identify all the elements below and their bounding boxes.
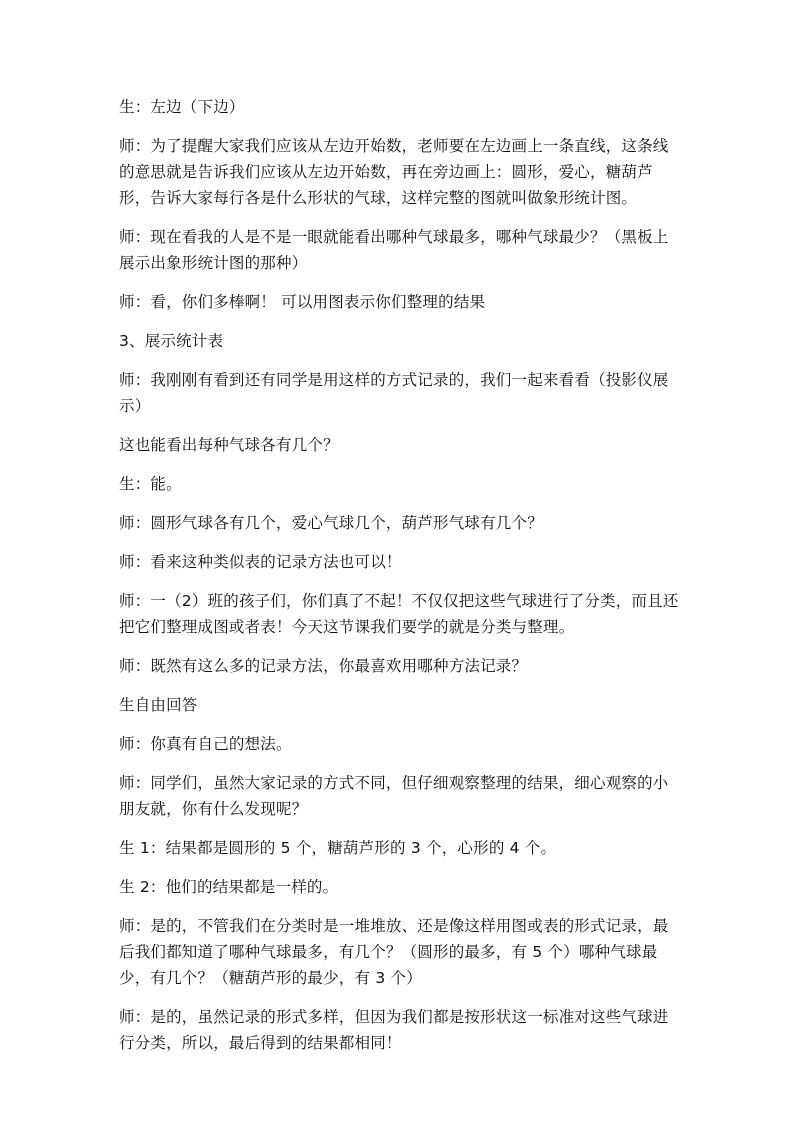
paragraph-teacher-how-many: 师：圆形气球各有几个，爱心气球几个，葫芦形气球有几个？: [119, 514, 543, 532]
paragraph-student1-results: 生 1：结果都是圆形的 5 个，糖葫芦形的 3 个，心形的 4 个。: [119, 839, 557, 857]
paragraph-teacher-observe: 师：同学们，虽然大家记录的方式不同，但仔细观察整理的结果，细心观察的小朋友就，你有什么发现呢？: [119, 774, 669, 818]
section-heading-statistics-table: 3、展示统计表: [119, 332, 224, 350]
paragraph-teacher-projector: 师：我刚刚有看到还有同学是用这样的方式记录的，我们一起来看看（投影仪展示）: [119, 371, 669, 415]
paragraph-student2-same: 生 2：他们的结果都是一样的。: [119, 878, 339, 896]
paragraph-teacher-summary: 师：是的，不管我们在分类时是一堆堆放、还是像这样用图或表的形式记录，最后我们都知道了哪种气球最多，有几个？（圆形的最多，有 5 个）哪种气球最少，有几个？（糖葫芦形的最少，有 3 个）: [119, 917, 669, 987]
paragraph-teacher-lesson-topic: 师：一（2）班的孩子们，你们真了不起！不仅仅把这些气球进行了分类，而且还把它们整理成图或者表！今天这节课我们要学的就是分类与整理。: [119, 592, 679, 636]
paragraph-teacher-draw-line: 师：为了提醒大家我们应该从左边开始数，老师要在左边画上一条直线，这条线的意思就是告诉我们应该从左边开始数，再在旁边画上：圆形，爱心，糖葫芦形，告诉大家每行各是什么形状的气球，这样完整的图就叫做象形统计图。: [119, 137, 669, 207]
paragraph-teacher-favorite-method: 师：既然有这么多的记录方法，你最喜欢用哪种方法记录？: [119, 657, 528, 675]
paragraph-teacher-table-ok: 师：看来这种类似表的记录方法也可以！: [119, 553, 402, 571]
paragraph-students-free-answer: 生自由回答: [119, 696, 198, 714]
paragraph-teacher-most-least: 师：现在看我的人是不是一眼就能看出哪种气球最多，哪种气球最少？（黑板上展示出象形统计图的那种）: [119, 228, 669, 272]
paragraph-question-counts: 这也能看出每种气球各有几个？: [119, 436, 339, 454]
paragraph-student-yes: 生：能。: [119, 475, 182, 493]
document-body: [119, 94, 679, 1069]
paragraph-teacher-own-idea: 师：你真有自己的想法。: [119, 735, 292, 753]
paragraph-teacher-praise: 师：看，你们多棒啊！ 可以用图表示你们整理的结果: [119, 293, 486, 311]
paragraph-student-answer-left: 生：左边（下边）: [119, 98, 245, 116]
paragraph-teacher-conclusion: 师：是的，虽然记录的形式多样，但因为我们都是按形状这一标准对这些气球进行分类，所以，最后得到的结果都相同！: [119, 1008, 669, 1052]
